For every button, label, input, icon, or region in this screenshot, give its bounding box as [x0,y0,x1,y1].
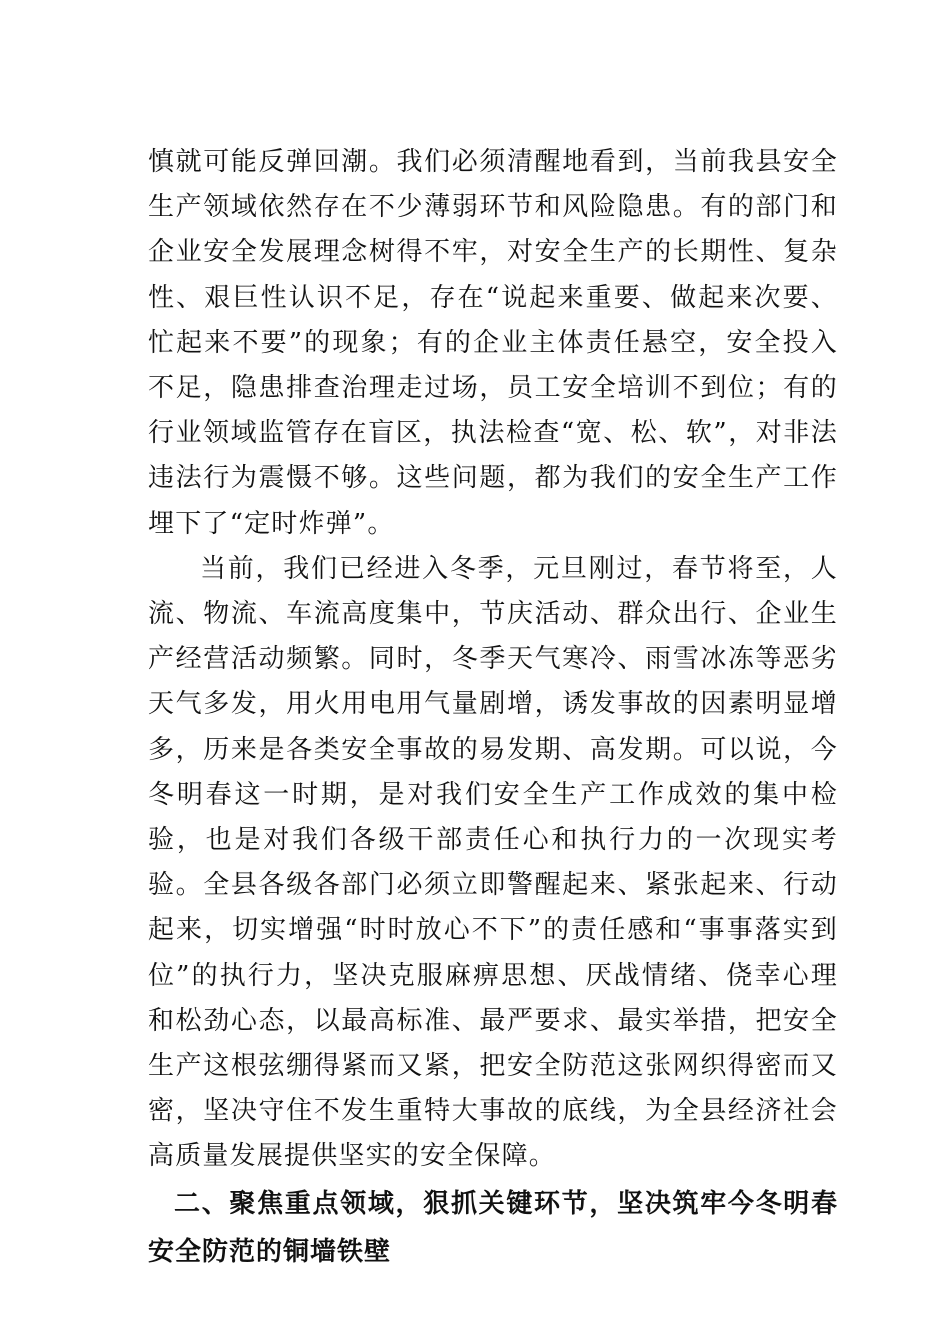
document-body [148,140,838,1276]
paragraph-continuation: 慎就可能反弹回潮。我们必须清醒地看到，当前我县安全生产领域依然存在不少薄弱环节和风险隐患。有的部门和企业安全发展理念树得不牢，对安全生产的长期性、复杂性、艰巨性认识不足，存在“说起来重要、做起来次要、忙起来不要”的现象；有的企业主体责任悬空，安全投入不足，隐患排查治理走过场，员工安全培训不到位；有的行业领域监管存在盲区，执法检查“宽、松、软”，对非法违法行为震慑不够。这些问题，都为我们的安全生产工作埋下了“定时炸弹”。 [148,147,838,539]
section-heading: 二、聚焦重点领域，狠抓关键环节，坚决筑牢今冬明春安全防范的铜墙铁壁 [148,1188,838,1267]
paragraph-winter-season: 当前，我们已经进入冬季，元旦刚过，春节将至，人流、物流、车流高度集中，节庆活动、群众出行、企业生产经营活动频繁。同时，冬季天气寒冷、雨雪冰冻等恶劣天气多发，用火用电用气量剧增，诱发事故的因素明显增多，历来是各类安全事故的易发期、高发期。可以说，今冬明春这一时期，是对我们安全生产工作成效的集中检验，也是对我们各级干部责任心和执行力的一次现实考验。全县各级各部门必须立即警醒起来、紧张起来、行动起来，切实增强“时时放心不下”的责任感和“事事落实到位”的执行力，坚决克服麻痹思想、厌战情绪、侥幸心理和松劲心态，以最高标准、最严要求、最实举措，把安全生产这根弦绷得紧而又紧，把安全防范这张网织得密而又密，坚决守住不发生重特大事故的底线，为全县经济社会高质量发展提供坚实的安全保障。 [148,553,838,1172]
